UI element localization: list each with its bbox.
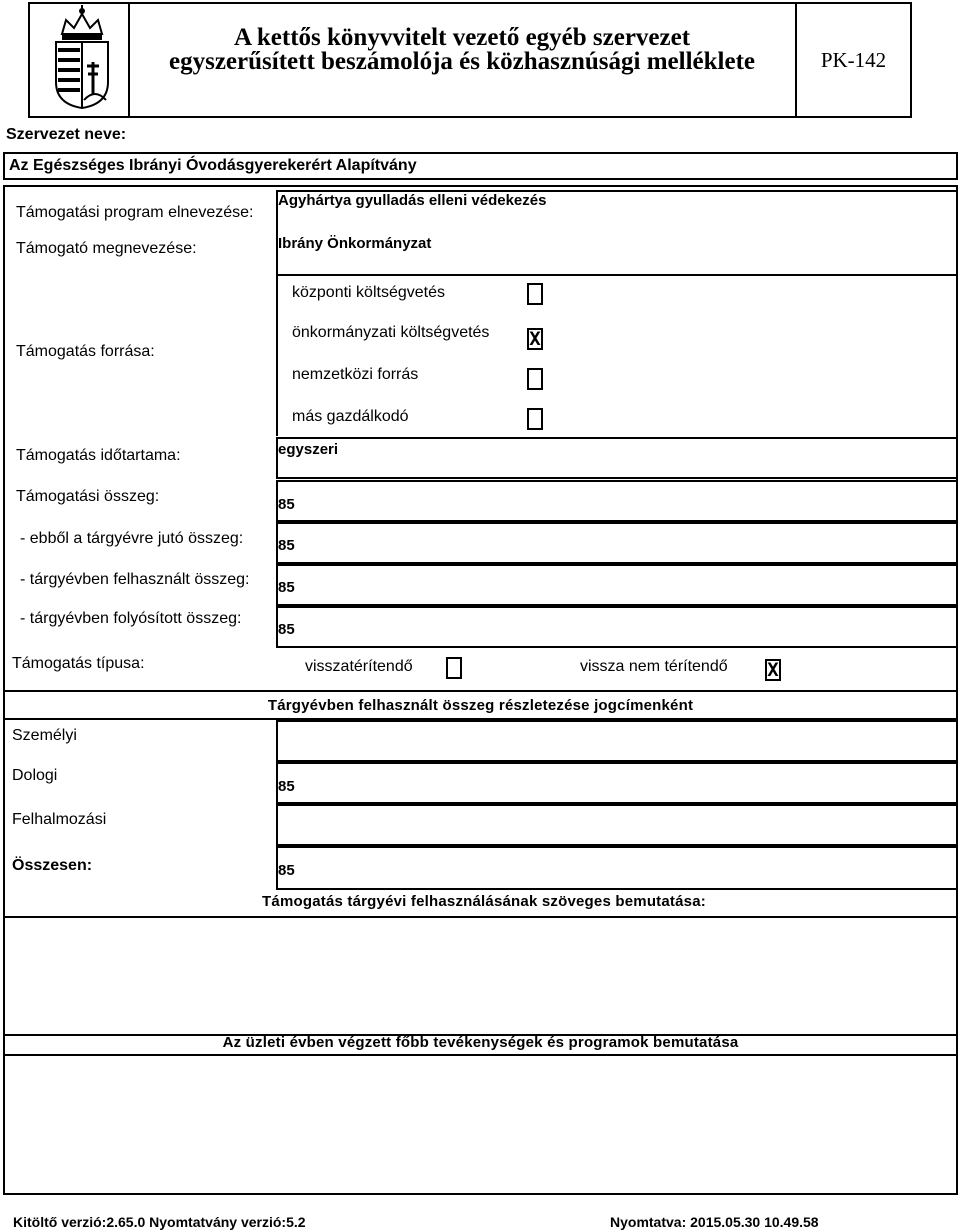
material-field[interactable] [276, 762, 958, 804]
nonrefundable-label: vissza nem térítendő [580, 658, 728, 675]
total-amount-label: Támogatási összeg: [16, 488, 160, 505]
source-other-business-checkbox[interactable] [527, 408, 543, 430]
organization-label: Szervezet neve: [6, 126, 127, 143]
duration-label: Támogatás időtartama: [16, 447, 181, 464]
source-option-international: nemzetközi forrás [292, 366, 419, 383]
capital-label: Felhalmozási [12, 811, 107, 828]
breakdown-title: Tárgyévben felhasznált összeg részletezése jogcímenként [267, 697, 694, 714]
source-central-checkbox[interactable] [527, 283, 543, 305]
hungarian-coat-of-arms-icon [48, 4, 116, 110]
total-amount-value: 85 [278, 496, 295, 513]
used-amount-label: - tárgyévben felhasznált összeg: [20, 571, 250, 588]
refundable-checkbox[interactable] [446, 657, 462, 679]
capital-field[interactable] [276, 804, 958, 846]
year-amount-label: - ebből a tárgyévre jutó összeg: [20, 530, 244, 547]
footer-printed: Nyomtatva: 2015.05.30 10.49.58 [610, 1214, 819, 1230]
year-amount-value: 85 [278, 537, 295, 554]
used-amount-field[interactable] [276, 564, 958, 606]
personal-label: Személyi [12, 727, 77, 744]
source-option-central: központi költségvetés [292, 284, 445, 301]
form-code: PK-142 [820, 48, 887, 72]
duration-field[interactable] [276, 437, 958, 479]
source-label: Támogatás forrása: [16, 343, 155, 360]
source-option-other-business: más gazdálkodó [292, 408, 409, 425]
paid-amount-value: 85 [278, 621, 295, 638]
paid-amount-label: - tárgyévben folyósított összeg: [20, 610, 242, 627]
refundable-label: visszatérítendő [305, 658, 413, 675]
source-international-checkbox[interactable] [527, 368, 543, 390]
total-amount-field[interactable] [276, 480, 958, 522]
supporter-value: Ibrány Önkormányzat [278, 235, 432, 252]
breakdown-total-label: Összesen: [12, 857, 93, 874]
used-amount-value: 85 [278, 579, 295, 596]
form-title-line1: A kettős könyvvitelt vezető egyéb szervezet [233, 24, 691, 51]
program-value: Agyhártya gyulladás elleni védekezés [278, 192, 547, 209]
material-label: Dologi [12, 767, 58, 784]
support-type-label: Támogatás típusa: [12, 655, 145, 672]
form-title-line2: egyszerűsített beszámolója és közhasznúsági melléklete [169, 48, 755, 75]
duration-value: egyszeri [278, 441, 339, 458]
year-amount-field[interactable] [276, 522, 958, 564]
breakdown-top-rule [3, 690, 958, 692]
material-value: 85 [278, 778, 295, 795]
breakdown-total-field[interactable] [276, 846, 958, 890]
activities-title: Az üzleti évben végzett főbb tevékenységek és programok bemutatása [222, 1034, 739, 1051]
usage-text-title: Támogatás tárgyévi felhasználásának szöveges bemutatása: [262, 893, 706, 910]
source-municipal-checkbox[interactable]: X [527, 328, 543, 350]
activities-field[interactable] [3, 1054, 958, 1195]
nonrefundable-checkbox[interactable]: X [765, 659, 781, 681]
personal-field[interactable] [276, 720, 958, 762]
usage-text-field[interactable] [3, 916, 958, 1036]
source-divider [276, 276, 278, 436]
paid-amount-field[interactable] [276, 606, 958, 648]
organization-name: Az Egészséges Ibrányi Óvodásgyerekerért Alapítvány [9, 157, 417, 174]
breakdown-total-value: 85 [278, 862, 295, 879]
footer-version: Kitöltő verzió:2.65.0 Nyomtatvány verzió:5.2 [13, 1214, 306, 1230]
program-label: Támogatási program elnevezése: [16, 204, 254, 221]
source-option-municipal: önkormányzati költségvetés [292, 324, 490, 341]
supporter-label: Támogató megnevezése: [16, 240, 197, 257]
